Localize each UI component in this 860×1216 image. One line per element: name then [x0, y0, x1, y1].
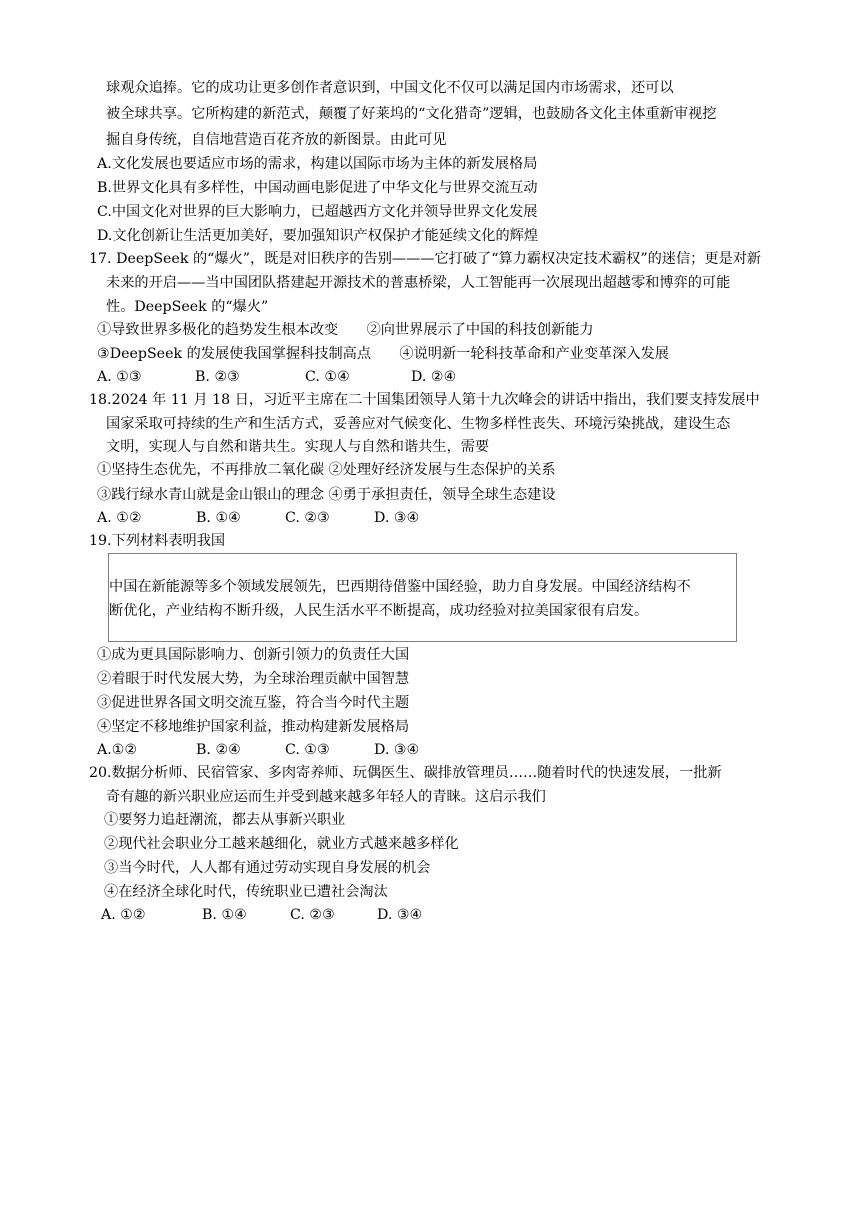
material-line: 断优化，产业结构不断升级，人民生活水平不断提高，成功经验对拉美国家很有启发。 [109, 603, 649, 619]
stem-line: 性。DeepSeek 的“爆火” [106, 299, 269, 315]
answer-c: C. ①④ [305, 369, 350, 385]
material-box [108, 553, 737, 642]
answer-a: A. ①② [101, 907, 146, 923]
statement-line: ②现代社会职业分工越来越细化，就业方式越来越多样化 [104, 836, 459, 852]
statement-line: ③DeepSeek 的发展使我国掌握科技制高点 ④说明新一轮科技革命和产业变革深入发展 [97, 346, 669, 362]
statement-line: ③当今时代，人人都有通过劳动实现自身发展的机会 [104, 860, 431, 876]
answer-choices [101, 905, 422, 925]
statement-line: ③践行绿水青山就是金山银山的理念 ④勇于承担责任，领导全球生态建设 [97, 487, 556, 503]
statement-line: ①成为更具国际影响力、创新引领力的负责任大国 [97, 647, 410, 663]
statement-line: ④坚定不移地维护国家利益，推动构建新发展格局 [97, 719, 410, 735]
option-c: C.中国文化对世界的巨大影响力，已超越西方文化并领导世界文化发展 [97, 204, 538, 220]
statement-line: ①要努力追赶潮流，都去从事新兴职业 [104, 812, 346, 828]
answer-c: C. ②③ [290, 907, 335, 923]
stem-line: 20.数据分析师、民宿管家、多肉寄养师、玩偶医生、碳排放管理员……随着时代的快速发展，一批新 [89, 765, 722, 781]
answer-d: D. ②④ [411, 369, 457, 385]
material-line: 中国在新能源等多个领域发展领先，巴西期待借鉴中国经验，助力自身发展。中国经济结构不 [109, 579, 691, 595]
answer-choices [97, 740, 419, 760]
stem-line: 17. DeepSeek 的“爆火”，既是对旧秩序的告别———它打破了“算力霸权决定技术霸权”的迷信；更是对新 [89, 251, 762, 267]
stem-line: 未来的开启——当中国团队搭建起开源技术的普惠桥梁，人工智能再一次展现出超越零和博弈的可能 [106, 275, 731, 291]
answer-b: B. ②④ [196, 742, 241, 758]
answer-c: C. ①③ [285, 742, 330, 758]
answer-a: A. ①② [97, 510, 142, 526]
statement-line: ①坚持生态优先，不再排放二氧化碳 ②处理好经济发展与生态保护的关系 [97, 462, 556, 478]
stem-line: 国家采取可持续的生产和生活方式，妥善应对气候变化、生物多样性丧失、环境污染挑战，建设生态 [106, 416, 731, 432]
stem-line: 球观众追捧。它的成功让更多创作者意识到，中国文化不仅可以满足国内市场需求，还可以 [106, 80, 674, 96]
answer-b: B. ②③ [195, 369, 240, 385]
answer-d: D. ③④ [374, 742, 420, 758]
option-b: B.世界文化具有多样性，中国动画电影促进了中华文化与世界交流互动 [97, 180, 538, 196]
stem-line: 奇有趣的新兴职业应运而生并受到越来越多年轻人的青睐。这启示我们 [106, 789, 546, 805]
answer-choices [97, 367, 456, 387]
answer-b: B. ①④ [202, 907, 247, 923]
stem-line: 18.2024 年 11 月 18 日，习近平主席在二十国集团领导人第十九次峰会的讲话中指出，我们要支持发展中 [89, 392, 760, 408]
answer-d: D. ③④ [377, 907, 423, 923]
answer-c: C. ②③ [285, 510, 330, 526]
option-d: D.文化创新让生活更加美好，要加强知识产权保护才能延续文化的辉煌 [97, 228, 539, 244]
stem-line: 掘自身传统，自信地营造百花齐放的新图景。由此可见 [106, 132, 447, 148]
option-a: A.文化发展也要适应市场的需求，构建以国际市场为主体的新发展格局 [97, 156, 538, 172]
statement-line: ②着眼于时代发展大势，为全球治理贡献中国智慧 [97, 671, 410, 687]
statement-line: ③促进世界各国文明交流互鉴，符合当今时代主题 [97, 695, 410, 711]
answer-a: A. ①③ [97, 369, 142, 385]
statement-line: ①导致世界多极化的趋势发生根本改变 ②向世界展示了中国的科技创新能力 [97, 322, 594, 338]
answer-b: B. ①④ [196, 510, 241, 526]
answer-a: A.①② [97, 742, 138, 758]
stem-line: 19.下列材料表明我国 [89, 533, 226, 549]
statement-line: ④在经济全球化时代，传统职业已遭社会淘汰 [104, 884, 388, 900]
stem-line: 文明，实现人与自然和谐共生。实现人与自然和谐共生，需要 [106, 439, 490, 455]
answer-choices [97, 508, 419, 528]
answer-d: D. ③④ [374, 510, 420, 526]
stem-line: 被全球共享。它所构建的新范式，颠覆了好莱坞的“文化猎奇”逻辑，也鼓励各文化主体重新审视挖 [106, 106, 717, 122]
